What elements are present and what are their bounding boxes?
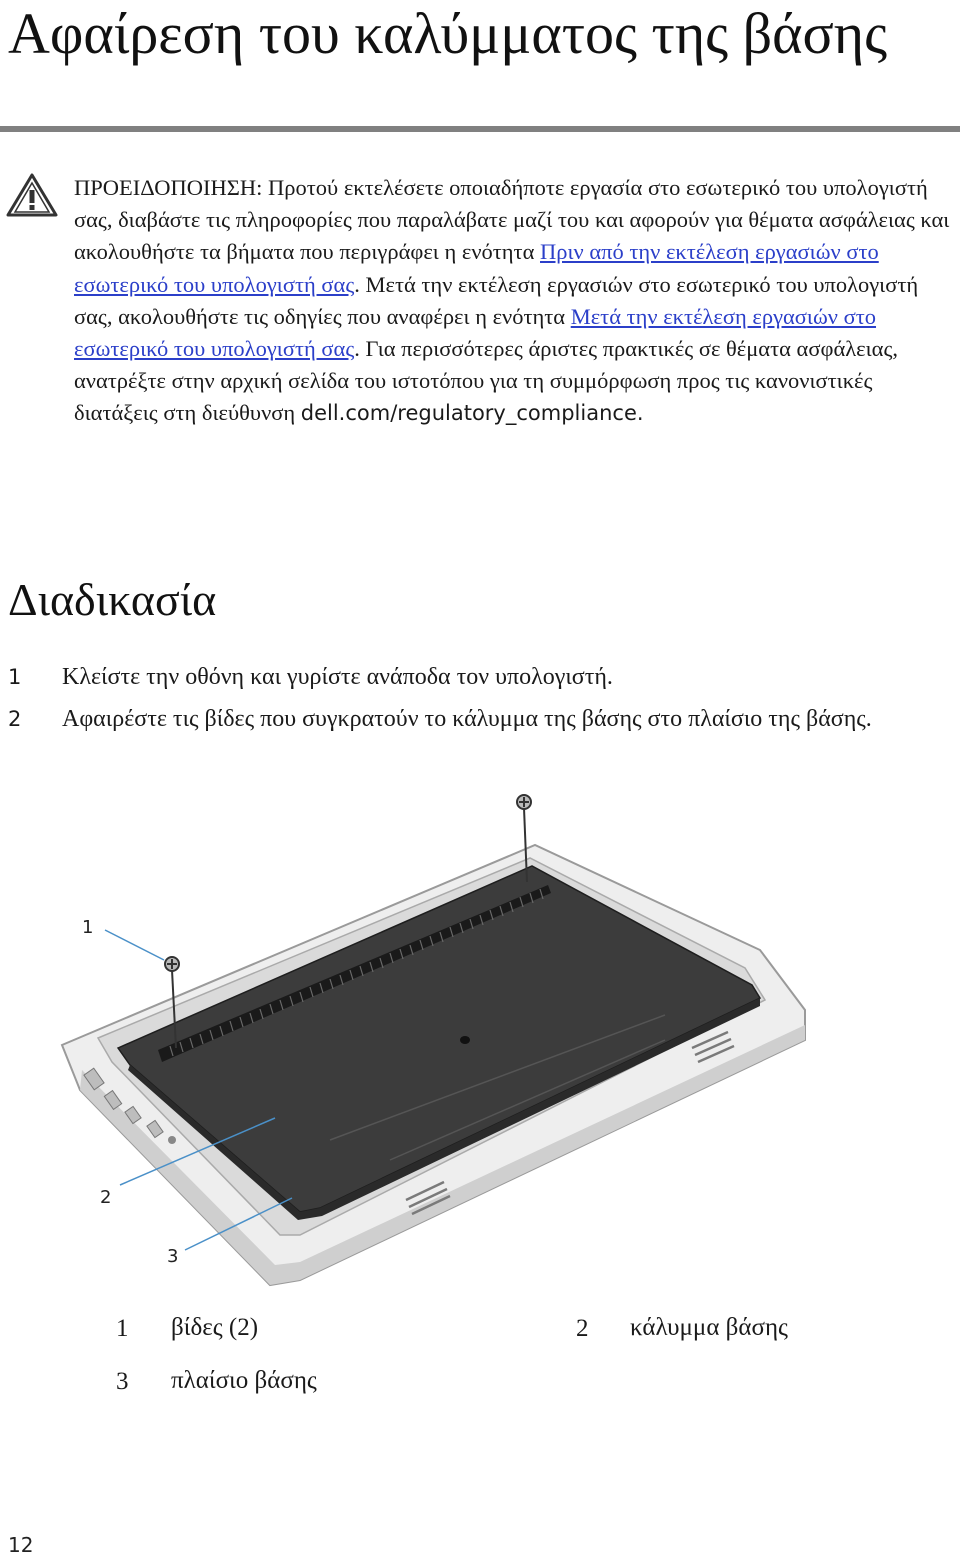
warning-text-3: . Για περισσότερες άριστες πρακτικές σε θέματα ασφάλειας, ανατρέξτε στην αρχική σελίδα του ιστοτόπου για τη συμμόρφωση προς τις κανονιστικές διατάξεις στη διεύθυνση xyxy=(74,336,898,426)
legend-label: πλαίσιο βάσης xyxy=(171,1367,317,1394)
callout-2: 2 xyxy=(100,1187,112,1208)
warning-notice xyxy=(74,172,954,430)
step-text: Αφαιρέστε τις βίδες που συγκρατούν το κάλυμμα της βάσης στο πλαίσιο της βάσης. xyxy=(62,706,872,732)
regulatory-url: dell.com/regulatory_compliance. xyxy=(300,401,644,426)
laptop-base-illustration xyxy=(60,785,820,1295)
callout-1: 1 xyxy=(82,917,94,938)
legend-label: κάλυμμα βάσης xyxy=(630,1314,788,1341)
title-rule xyxy=(0,126,960,132)
callout-3: 3 xyxy=(167,1246,179,1267)
warning-text-2: . Μετά την εκτέλεση εργασιών στο εσωτερικό του υπολογιστή σας, ακολουθήστε τις οδηγίες που αναφέρει η ενότητα xyxy=(74,271,919,329)
legend-number: 3 xyxy=(116,1368,129,1395)
step-number: 2 xyxy=(8,707,22,731)
legend-label: βίδες (2) xyxy=(171,1314,259,1341)
warning-text-1: Προτού εκτελέσετε οποιαδήποτε εργασία στο εσωτερικό του υπολογιστή σας, διαβάστε τις πληροφορίες που παραλάβατε μαζί του και αφορούν για θέματα ασφάλειας και ακολουθήστε τα βήματα που περιγράφει η ενότητα xyxy=(74,175,950,265)
step-number: 1 xyxy=(8,665,22,689)
step-text: Κλείστε την οθόνη και γυρίστε ανάποδα τον υπολογιστή. xyxy=(62,664,613,690)
legend-number: 1 xyxy=(116,1315,129,1342)
warning-label: ΠΡΟΕΙΔΟΠΟΙΗΣΗ: xyxy=(74,175,263,200)
page-number: 12 xyxy=(8,1533,34,1557)
page-title: Αφαίρεση του καλύμματος της βάσης xyxy=(8,1,888,66)
link-before-working[interactable]: Πριν από την εκτέλεση εργασιών στο εσωτερικό του υπολογιστή σας xyxy=(74,239,879,297)
link-after-working[interactable]: Μετά την εκτέλεση εργασιών στο εσωτερικό του υπολογιστή σας xyxy=(74,303,877,362)
procedure-heading: Διαδικασία xyxy=(8,574,217,625)
legend-number: 2 xyxy=(576,1315,589,1342)
warning-triangle-icon xyxy=(6,172,58,218)
